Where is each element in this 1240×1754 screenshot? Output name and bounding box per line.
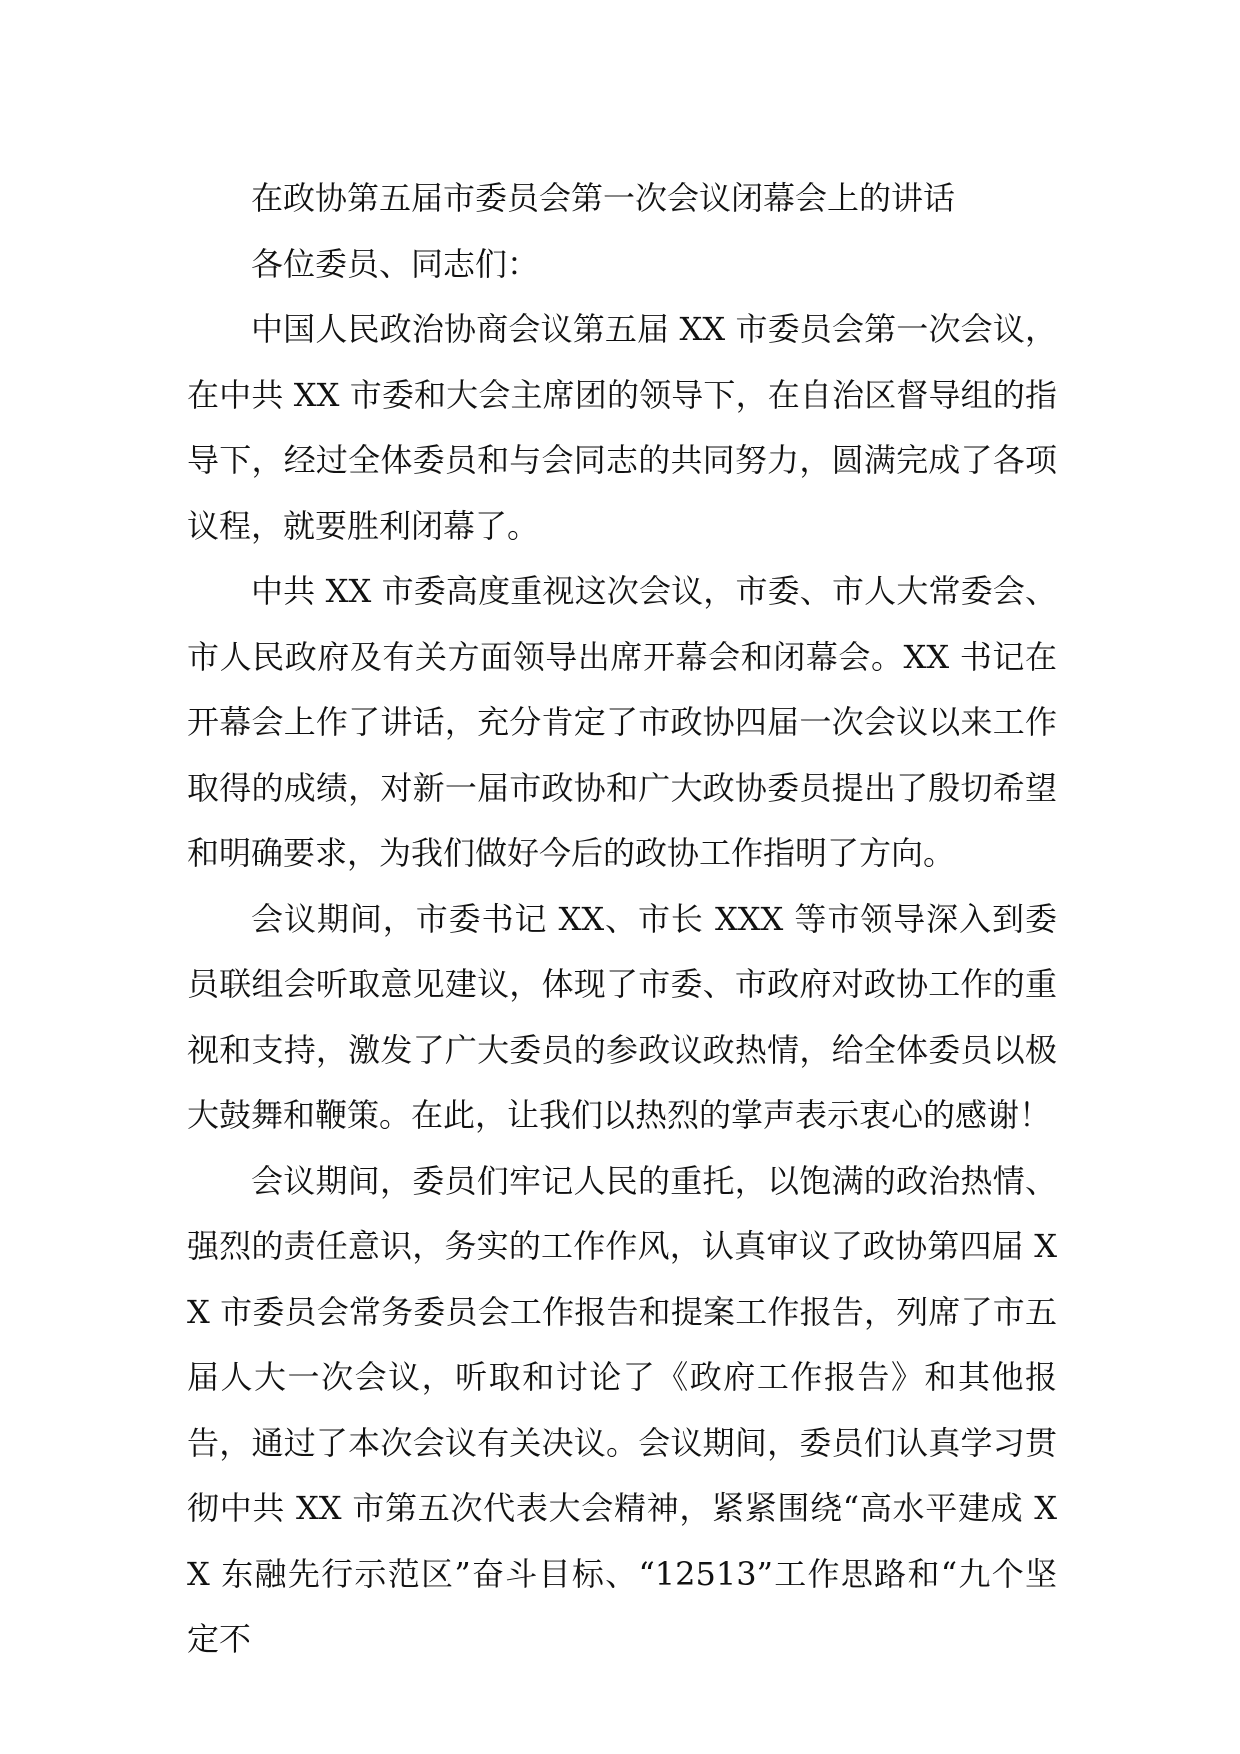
salutation: 各位委员、同志们：	[251, 244, 540, 283]
paragraph: 会议期间，市委书记 XX、市长 XXX 等市领导深入到委员联组会听取意见建议，体现了市委、市政府对政协工作的重视和支持，激发了广大委员的参政议政热情，给全体委员以极大鼓舞和鞭策。在此，让我们以热烈的掌声表示衷心的感谢！	[187, 899, 1057, 1134]
paragraph: 会议期间，委员们牢记人民的重托，以饱满的政治热情、强烈的责任意识，务实的工作作风，认真审议了政协第四届 XX 市委员会常务委员会工作报告和提案工作报告，列席了市五届人大一次会议，听取和讨论了《政府工作报告》和其他报告，通过了本次会议有关决议。会议期间，委员们认真学习贯彻中共 XX 市第五次代表大会精神，紧紧围绕“高水平建成 XX 东融先行示范区”奋斗目标、“12513”工作思路和“九个坚定不	[187, 1161, 1057, 1658]
paragraph: 中共 XX 市委高度重视这次会议，市委、市人大常委会、市人民政府及有关方面领导出席开幕会和闭幕会。XX 书记在开幕会上作了讲话，充分肯定了市政协四届一次会议以来工作取得的成绩，对新一届市政协和广大政协委员提出了殷切希望和明确要求，为我们做好今后的政协工作指明了方向。	[187, 572, 1057, 872]
paragraph: 中国人民政治协商会议第五届 XX 市委员会第一次会议，在中共 XX 市委和大会主席团的领导下，在自治区督导组的指导下，经过全体委员和与会同志的共同努力，圆满完成了各项议程，就要胜利闭幕了。	[187, 310, 1057, 545]
speech-title: 在政协第五届市委员会第一次会议闭幕会上的讲话	[251, 179, 956, 217]
document-body	[187, 166, 1057, 1673]
